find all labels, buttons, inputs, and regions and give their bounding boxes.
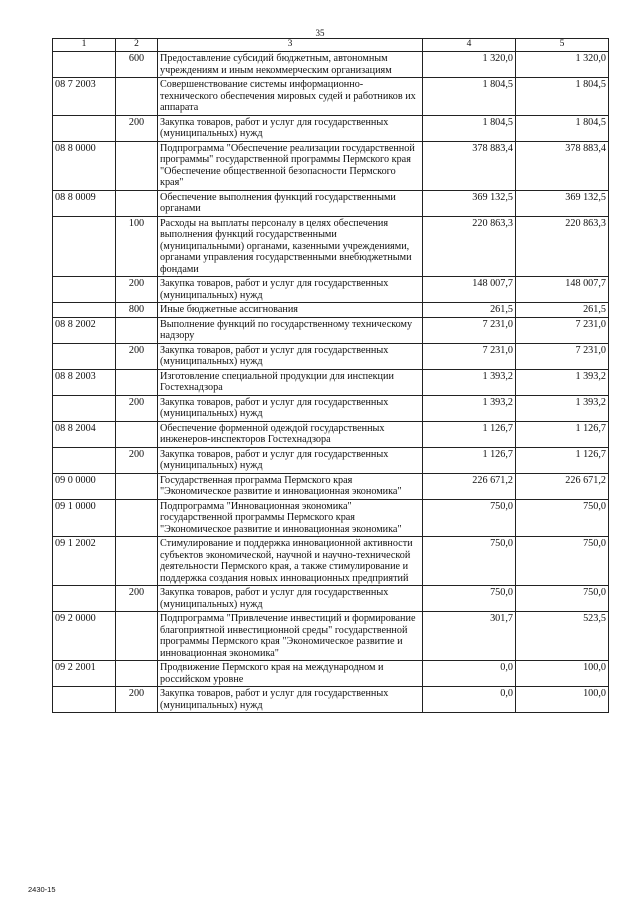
table-row [53,586,609,612]
code-cell: 09 2 0000 [53,612,116,661]
expense-type-cell: 100 [116,216,158,277]
amount-cell-col4: 7 231,0 [423,343,516,369]
amount-cell-col4: 220 863,3 [423,216,516,277]
table-row [53,499,609,537]
expense-type-cell [116,537,158,586]
description-cell: Закупка товаров, работ и услуг для государственных (муниципальных) нужд [158,343,423,369]
expense-type-cell: 200 [116,395,158,421]
description-cell: Закупка товаров, работ и услуг для государственных (муниципальных) нужд [158,115,423,141]
code-cell [53,395,116,421]
expense-type-cell [116,190,158,216]
table-row [53,473,609,499]
code-cell: 09 2 2001 [53,661,116,687]
table-row [53,369,609,395]
amount-cell-col4: 1 320,0 [423,52,516,78]
header-cell: 1 [53,39,116,52]
description-cell: Расходы на выплаты персоналу в целях обеспечения выполнения функций государственными (муниципальными) органами, казенными учреждениями, органами управления государственными внебюджетными фондами [158,216,423,277]
expense-type-cell [116,317,158,343]
amount-cell-col5: 100,0 [516,661,609,687]
table-row [53,687,609,713]
amount-cell-col4: 7 231,0 [423,317,516,343]
code-cell [53,216,116,277]
description-cell: Обеспечение форменной одеждой государственных инженеров-инспекторов Гостехнадзора [158,421,423,447]
description-cell: Выполнение функций по государственному техническому надзору [158,317,423,343]
description-cell: Подпрограмма "Обеспечение реализации государственной программы" государственной программы Пермского края "Обеспечение общественной безопасности Пермского края" [158,141,423,190]
description-cell: Закупка товаров, работ и услуг для государственных (муниципальных) нужд [158,586,423,612]
description-cell: Обеспечение выполнения функций государственными органами [158,190,423,216]
expense-type-cell: 800 [116,303,158,318]
code-cell: 08 7 2003 [53,78,116,116]
table-row [53,190,609,216]
amount-cell-col4: 1 393,2 [423,369,516,395]
amount-cell-col5: 750,0 [516,586,609,612]
expense-type-cell: 200 [116,277,158,303]
description-cell: Предоставление субсидий бюджетным, автономным учреждениям и иным некоммерческим организациям [158,52,423,78]
table-row [53,78,609,116]
amount-cell-col5: 1 320,0 [516,52,609,78]
amount-cell-col5: 100,0 [516,687,609,713]
amount-cell-col5: 148 007,7 [516,277,609,303]
description-cell: Совершенствование системы информационно-технического обеспечения мировых судей и работников их аппарата [158,78,423,116]
amount-cell-col5: 369 132,5 [516,190,609,216]
header-cell: 4 [423,39,516,52]
expense-type-cell: 200 [116,586,158,612]
amount-cell-col5: 1 126,7 [516,421,609,447]
code-cell [53,303,116,318]
header-cell: 2 [116,39,158,52]
table-row [53,537,609,586]
amount-cell-col4: 369 132,5 [423,190,516,216]
code-cell: 08 8 2002 [53,317,116,343]
code-cell: 09 0 0000 [53,473,116,499]
expense-type-cell [116,499,158,537]
description-cell: Продвижение Пермского края на международном и российском уровне [158,661,423,687]
expense-type-cell [116,661,158,687]
table-row [53,447,609,473]
table-row [53,115,609,141]
code-cell [53,687,116,713]
code-cell [53,277,116,303]
code-cell: 08 8 0000 [53,141,116,190]
amount-cell-col4: 378 883,4 [423,141,516,190]
expense-type-cell: 200 [116,687,158,713]
amount-cell-col4: 1 126,7 [423,421,516,447]
amount-cell-col4: 750,0 [423,499,516,537]
amount-cell-col4: 0,0 [423,687,516,713]
amount-cell-col4: 750,0 [423,537,516,586]
code-cell [53,447,116,473]
table-row [53,52,609,78]
budget-table [52,38,609,713]
expense-type-cell [116,612,158,661]
amount-cell-col5: 1 126,7 [516,447,609,473]
amount-cell-col5: 7 231,0 [516,317,609,343]
code-cell [53,52,116,78]
description-cell: Подпрограмма "Привлечение инвестиций и формирование благоприятной инвестиционной среды" государственной программы Пермского края "Экономическое развитие и инновационная экономика" [158,612,423,661]
header-cell: 5 [516,39,609,52]
table-row [53,612,609,661]
description-cell: Иные бюджетные ассигнования [158,303,423,318]
amount-cell-col4: 301,7 [423,612,516,661]
expense-type-cell: 200 [116,447,158,473]
amount-cell-col5: 1 393,2 [516,395,609,421]
amount-cell-col5: 7 231,0 [516,343,609,369]
amount-cell-col4: 1 804,5 [423,78,516,116]
table-row [53,343,609,369]
header-cell: 3 [158,39,423,52]
table-row [53,277,609,303]
expense-type-cell [116,78,158,116]
amount-cell-col4: 750,0 [423,586,516,612]
amount-cell-col5: 1 804,5 [516,115,609,141]
code-cell [53,343,116,369]
code-cell [53,115,116,141]
amount-cell-col5: 750,0 [516,537,609,586]
expense-type-cell [116,421,158,447]
amount-cell-col5: 378 883,4 [516,141,609,190]
amount-cell-col5: 523,5 [516,612,609,661]
description-cell: Стимулирование и поддержка инновационной активности субъектов экономической, научной и научно-технической деятельности Пермского края, а также стимулирование и поддержка создания новых инновационных предприятий [158,537,423,586]
table-row [53,216,609,277]
expense-type-cell: 200 [116,343,158,369]
amount-cell-col5: 1 804,5 [516,78,609,116]
code-cell: 08 8 2004 [53,421,116,447]
table-header-row [53,39,609,52]
description-cell: Закупка товаров, работ и услуг для государственных (муниципальных) нужд [158,395,423,421]
expense-type-cell [116,369,158,395]
expense-type-cell: 200 [116,115,158,141]
amount-cell-col4: 1 393,2 [423,395,516,421]
amount-cell-col4: 0,0 [423,661,516,687]
amount-cell-col5: 220 863,3 [516,216,609,277]
expense-type-cell: 600 [116,52,158,78]
description-cell: Закупка товаров, работ и услуг для государственных (муниципальных) нужд [158,687,423,713]
code-cell: 08 8 2003 [53,369,116,395]
table-row [53,661,609,687]
amount-cell-col5: 1 393,2 [516,369,609,395]
code-cell [53,586,116,612]
amount-cell-col4: 148 007,7 [423,277,516,303]
expense-type-cell [116,141,158,190]
amount-cell-col4: 226 671,2 [423,473,516,499]
table-row [53,303,609,318]
code-cell: 09 1 2002 [53,537,116,586]
code-cell: 09 1 0000 [53,499,116,537]
description-cell: Закупка товаров, работ и услуг для государственных (муниципальных) нужд [158,447,423,473]
table-row [53,395,609,421]
code-cell: 08 8 0009 [53,190,116,216]
description-cell: Изготовление специальной продукции для инспекции Гостехнадзора [158,369,423,395]
amount-cell-col5: 750,0 [516,499,609,537]
amount-cell-col5: 261,5 [516,303,609,318]
footer-document-code: 2430-15 [28,885,56,894]
amount-cell-col4: 1 804,5 [423,115,516,141]
amount-cell-col5: 226 671,2 [516,473,609,499]
table-row [53,141,609,190]
table-row [53,421,609,447]
description-cell: Государственная программа Пермского края "Экономическое развитие и инновационная экономика" [158,473,423,499]
amount-cell-col4: 261,5 [423,303,516,318]
description-cell: Подпрограмма "Инновационная экономика" государственной программы Пермского края "Экономическое развитие и инновационная экономика" [158,499,423,537]
amount-cell-col4: 1 126,7 [423,447,516,473]
table-row [53,317,609,343]
expense-type-cell [116,473,158,499]
description-cell: Закупка товаров, работ и услуг для государственных (муниципальных) нужд [158,277,423,303]
page-number: 35 [315,28,325,38]
